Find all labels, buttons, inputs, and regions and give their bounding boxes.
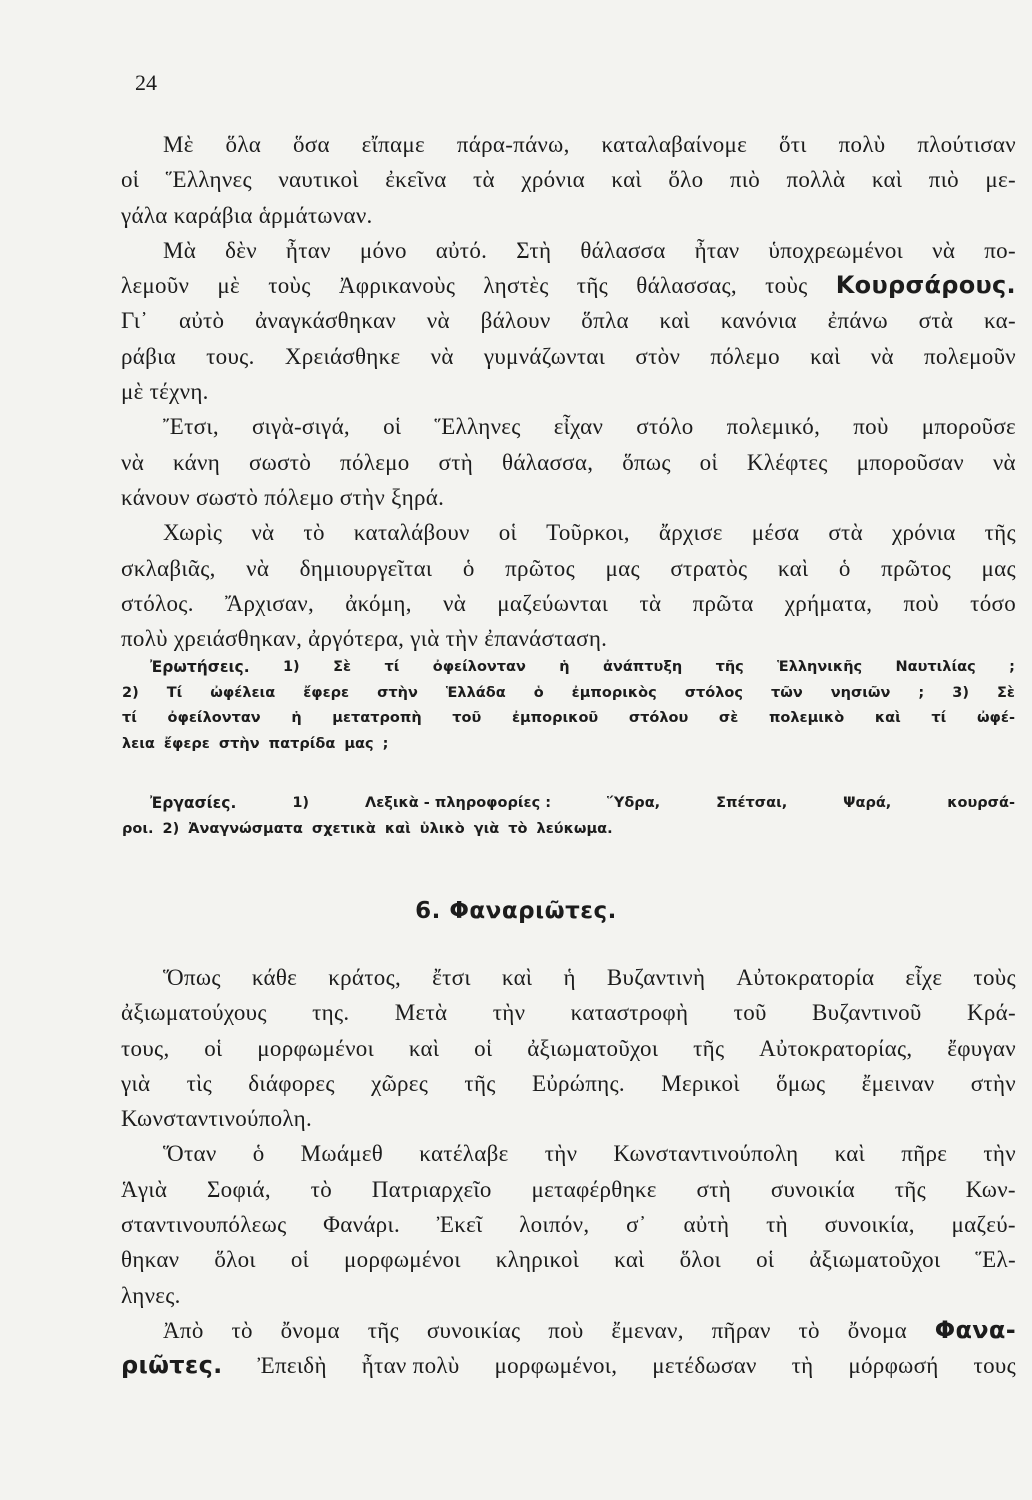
word: αὐτό.	[435, 237, 488, 263]
word: Ναυτιλίας	[895, 659, 976, 675]
word: οἱ	[204, 1035, 223, 1061]
word: χῶρες	[371, 1070, 429, 1096]
word: χρήματα,	[784, 590, 873, 616]
word: καὶ	[659, 308, 691, 334]
word: οἱ	[474, 1035, 493, 1061]
word: σ᾽	[626, 1212, 647, 1238]
word: τῆς	[715, 659, 744, 675]
word: ὁ	[252, 1141, 265, 1167]
word: Ἁγιὰ	[121, 1176, 168, 1202]
text-line	[121, 127, 1016, 162]
word: μεταφέρθηκε	[531, 1176, 657, 1202]
word: σιγὰ-σιγά,	[251, 414, 350, 440]
word: τῆς	[367, 1317, 400, 1343]
word: ὅλο	[668, 167, 704, 193]
text-line	[122, 732, 1015, 758]
word: Ὅταν	[163, 1141, 217, 1167]
word: θηκαν	[121, 1247, 180, 1273]
word: πολεμοῦν	[924, 343, 1016, 369]
word: ἡ	[291, 710, 302, 726]
word: Σὲ	[333, 659, 352, 675]
word: πῆραν	[711, 1317, 771, 1343]
word: Ἕλληνες	[434, 414, 521, 440]
text-line	[121, 1348, 1016, 1383]
section-heading: 6. Φαναριῶτες.	[415, 898, 617, 924]
word: ὅπλα	[581, 308, 629, 334]
word: ἔφυγαν	[947, 1035, 1016, 1061]
word: ἄρχισε	[658, 520, 723, 546]
word: ἔμεναν,	[611, 1317, 684, 1343]
word: Μωάμεθ	[300, 1141, 384, 1167]
word: Κρά-	[966, 1000, 1016, 1026]
word: Τοῦρκοι,	[546, 520, 630, 546]
word: νὰ	[121, 449, 145, 475]
word: οἱ	[290, 1247, 310, 1273]
text-line	[121, 551, 1016, 586]
word: καὶ	[611, 167, 642, 193]
word: τους	[973, 1353, 1016, 1379]
word: θάλασσα	[580, 237, 666, 263]
word: καταλαβαίνομε	[601, 132, 748, 157]
word: καταστροφὴ	[570, 1000, 689, 1026]
word: στὴν	[377, 684, 418, 701]
word: Ἕλ-	[975, 1247, 1016, 1273]
word: ἐμπορικὸς	[571, 684, 657, 701]
word: Πατριαρχεῖο	[371, 1176, 492, 1202]
word: ἐμπορικοῦ	[511, 710, 599, 726]
word: τὴν	[492, 1000, 526, 1026]
text-line	[121, 339, 1016, 374]
word: Φανάρι.	[323, 1212, 400, 1238]
text-line	[121, 303, 1016, 338]
word: 2)	[122, 684, 139, 701]
word: τὴ	[791, 1353, 814, 1379]
section-label: Ἐρωτήσεις.	[150, 658, 250, 676]
word: ροι. 2) Ἀναγνώσματα σχετικὰ καὶ ὑλικὸ γιὰ τὸ λεύκωμα.	[122, 820, 613, 837]
word: καὶ	[834, 1141, 866, 1167]
word: Λεξικὰ - πληροφορίες :	[364, 795, 552, 811]
word: ληστὲς	[483, 273, 549, 299]
word: Κωνσταντινούπολη	[613, 1141, 799, 1167]
word: μαζεύωνται	[497, 590, 609, 616]
word: σὲ	[718, 710, 739, 726]
word: τοὺς	[268, 273, 311, 299]
tasks-block	[122, 791, 1015, 842]
word: λεμοῦν	[121, 273, 190, 299]
word: καὶ	[501, 965, 533, 990]
word: νὰ	[932, 237, 956, 263]
word: νὰ	[992, 449, 1016, 475]
word: ἔμειναν	[861, 1070, 935, 1096]
word: Αὐτοκρατορίας,	[759, 1035, 913, 1061]
word: ὀφείλονταν	[432, 659, 526, 675]
word: καὶ	[871, 167, 903, 193]
word: λοιπόν,	[519, 1212, 590, 1238]
word: ἀκόμη,	[345, 590, 412, 616]
word: 1)	[292, 795, 310, 811]
word: ποὺ	[853, 414, 889, 440]
word: πιὸ	[928, 167, 959, 193]
word: ἀνάπτυξη	[603, 659, 683, 675]
word: τῆς	[984, 520, 1016, 546]
word: στόλος.	[121, 590, 194, 616]
word: τὰ	[473, 167, 495, 193]
word: Χρειάσθηκε	[284, 343, 401, 369]
paragraphs-block-1	[121, 127, 1016, 656]
word: μόρφωσή	[848, 1353, 939, 1379]
word: γάλα καράβια ἁρμάτωναν.	[121, 202, 373, 228]
word: Εὐρώπης.	[531, 1070, 625, 1096]
word: καὶ	[408, 1035, 440, 1061]
word: τῆς	[576, 273, 609, 299]
word: νὰ	[426, 308, 450, 334]
text-line	[121, 1031, 1016, 1066]
word: κληρικοὶ	[495, 1247, 580, 1273]
word: ὅλοι	[679, 1247, 722, 1273]
word: στόλου	[628, 710, 689, 726]
word: ὅλα	[225, 132, 262, 157]
word: οἱ	[699, 449, 718, 475]
word: μποροῦσαν	[856, 449, 964, 475]
word: οἱ	[756, 1247, 775, 1273]
word: στὴ	[696, 1176, 732, 1202]
word: τῶν	[771, 684, 803, 701]
word: πιὸ	[729, 167, 761, 193]
word: ὠφέ-	[976, 710, 1015, 726]
word: γυμνάζωνται	[483, 343, 606, 369]
word: της.	[312, 1000, 350, 1026]
word: τὶς	[186, 1070, 213, 1096]
word: θάλασσα,	[502, 449, 594, 475]
word: μαζεύ-	[951, 1212, 1016, 1238]
text-line	[121, 995, 1016, 1030]
word: ὁ	[533, 684, 544, 701]
text-line	[121, 1242, 1016, 1277]
text-line	[121, 1278, 1016, 1313]
word: τὸ	[231, 1317, 253, 1343]
word: ἔτσι	[432, 965, 471, 990]
word: κατέλαβε	[419, 1141, 509, 1167]
word: τῆς	[464, 1070, 496, 1096]
word: Βυζαντινὴ	[606, 965, 706, 990]
word: χρόνια	[521, 167, 585, 193]
word: μας	[605, 555, 640, 581]
word: τὴν	[983, 1141, 1016, 1167]
word: Ἑλληνικῆς	[777, 659, 863, 675]
word: 1)	[282, 659, 300, 675]
word: ἦταν	[285, 237, 331, 263]
text-line	[121, 1066, 1016, 1101]
word: πολλὰ	[786, 167, 846, 193]
word: οἱ	[121, 167, 140, 193]
word: μορφωμένοι	[257, 1035, 375, 1061]
word: κράτος,	[328, 965, 402, 990]
word: ἀναγκάσθηκαν	[255, 308, 397, 334]
word: Ἀφρικανοὺς	[338, 273, 456, 299]
word: Μὰ	[163, 237, 197, 263]
word: κάθε	[251, 965, 298, 990]
word: ὅπως	[622, 449, 671, 475]
word: πρῶτος	[881, 555, 952, 581]
word: τί	[931, 710, 947, 726]
word: αὐτὴ	[683, 1212, 730, 1238]
word: ἡ	[559, 659, 570, 675]
text-line	[121, 409, 1016, 444]
word: ;	[918, 684, 925, 701]
word: στρατὸς	[670, 555, 748, 581]
word: ὁ	[838, 555, 851, 581]
questions-block	[122, 655, 1015, 757]
word: τῆς	[693, 1035, 725, 1061]
text-line	[121, 1136, 1016, 1171]
word: νὰ	[430, 343, 454, 369]
section-label: Ἐργασίες.	[150, 794, 237, 812]
word: ἀξιωματοῦχοι	[809, 1247, 941, 1273]
word: ὅσα	[292, 132, 330, 157]
emphasized-term: Κουρσάρους.	[835, 271, 1016, 300]
word: οἱ	[383, 414, 402, 440]
text-line	[121, 268, 1016, 303]
word: θάλασσας,	[636, 273, 737, 299]
word: Σπέτσαι,	[716, 795, 788, 811]
text-line	[121, 960, 1016, 995]
word: μποροῦσε	[921, 414, 1016, 440]
word: σκλαβιᾶς,	[121, 555, 216, 581]
word: Γι᾽	[121, 308, 149, 334]
word: πρῶτα	[692, 590, 754, 616]
text-line	[122, 655, 1015, 681]
word: τοὺς	[973, 965, 1016, 990]
word: καὶ	[777, 555, 809, 581]
word: μας	[981, 555, 1016, 581]
word: Ἔτσι,	[163, 414, 219, 440]
word: καταλάβουν	[353, 520, 470, 546]
text-line	[121, 198, 1016, 233]
word: ἀξιωματούχους	[121, 1000, 267, 1026]
word: Ψαρά,	[843, 795, 892, 811]
word: δὲν	[225, 237, 257, 263]
word: πόλεμο	[710, 343, 780, 369]
word: Αὐτοκρατορία	[736, 965, 875, 990]
word: τὸ	[798, 1317, 820, 1343]
text-line	[121, 1207, 1016, 1242]
word: καὶ	[614, 1247, 645, 1273]
word: στὸν	[635, 343, 681, 369]
word: εἴπαμε	[361, 132, 425, 157]
word: στόλο	[636, 414, 694, 440]
word: Κλέφτες	[746, 449, 828, 475]
word: πάρα-πάνω,	[456, 132, 570, 157]
word: Ἀπὸ	[163, 1317, 204, 1343]
word: καὶ	[874, 710, 901, 726]
word: Ἑλλάδα	[445, 684, 506, 701]
word: μορφωμένοι	[344, 1247, 461, 1273]
word: λεια ἔφερε στὴν πατρίδα μας ;	[122, 735, 389, 752]
word: Τί	[166, 684, 183, 701]
word: τους.	[206, 343, 255, 369]
text-line	[122, 791, 1015, 817]
text-line	[121, 621, 1016, 656]
word: τοῦ	[452, 710, 482, 726]
word: Κωνσταντινούπολη.	[121, 1106, 313, 1132]
word: Σὲ	[996, 684, 1015, 701]
word: Βυζαντινοῦ	[812, 1000, 922, 1026]
word: τόσο	[970, 590, 1016, 616]
word: στόλος	[684, 684, 743, 701]
word: Χωρὶς	[163, 520, 223, 546]
word: ἐπάνω	[827, 308, 888, 334]
word: Κων-	[965, 1176, 1016, 1202]
word: Ἄρχισαν,	[224, 590, 315, 616]
word: τὸ	[310, 1176, 333, 1202]
word: οἱ	[498, 520, 518, 546]
word: νὰ	[246, 555, 270, 581]
text-line	[121, 1101, 1016, 1136]
word: Ἐπειδὴ	[257, 1353, 327, 1379]
word: αὐτὸ	[178, 308, 225, 334]
word: καὶ	[810, 343, 841, 369]
word: σταντινουπόλεως	[121, 1212, 287, 1238]
word: μορφωμένοι,	[494, 1353, 618, 1379]
word: 3)	[952, 684, 969, 701]
page-number: 24	[135, 70, 157, 95]
text-line	[122, 706, 1015, 732]
word: ὠφέλεια	[210, 684, 276, 701]
word: συνοικίας	[426, 1317, 521, 1343]
word: μετέδωσαν	[652, 1353, 757, 1379]
emphasized-term: Φανα-	[934, 1315, 1016, 1344]
word: βάλουν	[480, 308, 551, 334]
text-line	[122, 681, 1015, 707]
paragraphs-block-2	[121, 960, 1016, 1384]
word: τῆς	[894, 1176, 926, 1202]
word: ἦταν πολὺ	[361, 1353, 460, 1379]
text-line	[121, 162, 1016, 197]
word: γιὰ	[121, 1070, 151, 1096]
word: πλούτισαν	[917, 132, 1016, 157]
word: εἶχαν	[553, 414, 604, 440]
word: νησιῶν	[830, 684, 891, 701]
word: τους,	[121, 1035, 170, 1061]
word: τί	[122, 710, 137, 726]
word: μὲ τέχνη.	[121, 379, 209, 405]
word: τὴ	[766, 1212, 788, 1238]
word: χρόνια	[891, 520, 956, 546]
word: διάφορες	[248, 1070, 335, 1096]
word: στὴν	[970, 1070, 1016, 1096]
word: πολεμικὸ	[768, 710, 845, 726]
word: πόλεμο	[340, 449, 410, 475]
text-line	[121, 445, 1016, 480]
word: νὰ	[251, 520, 275, 546]
word: νὰ	[443, 590, 467, 616]
word: στὴ	[438, 449, 474, 475]
word: πρῶτος	[505, 555, 576, 581]
word: Στὴ	[516, 237, 552, 263]
word: εἶχε	[905, 965, 943, 990]
word: ὄνομα	[847, 1317, 907, 1343]
word: Μὲ	[163, 132, 194, 157]
word: ποὺ	[548, 1317, 584, 1343]
word: μέσα	[751, 520, 800, 546]
word: σωστὸ	[248, 449, 312, 475]
word: πολὺ	[838, 132, 886, 157]
word: μετατροπὴ	[332, 710, 422, 726]
word: Ὕδρα,	[606, 795, 661, 811]
word: τὴν	[544, 1141, 578, 1167]
text-line	[121, 1172, 1016, 1207]
word: ὅτι	[778, 132, 807, 157]
word: ὁ	[462, 555, 475, 581]
word: ἔφερε	[303, 684, 350, 701]
word: συνοικία	[770, 1176, 855, 1202]
word: κουρσά-	[947, 795, 1015, 811]
word: ὀφείλονταν	[167, 710, 261, 726]
word: στὰ	[918, 308, 954, 334]
word: Μερικοὶ	[661, 1070, 740, 1096]
word: πολὺ χρειάσθηκαν, ἀργότερα, γιὰ τὴν ἐπανάσταση.	[121, 626, 608, 652]
word: πῆρε	[901, 1141, 948, 1167]
word: νὰ	[870, 343, 894, 369]
word: πολεμικό,	[726, 414, 821, 440]
word: ἀξιωματοῦχοι	[527, 1035, 659, 1061]
text-line	[121, 480, 1016, 515]
word: Σοφιά,	[206, 1176, 271, 1202]
word: μόνο	[359, 237, 407, 263]
word: με-	[985, 167, 1016, 193]
word: μὲ	[217, 273, 241, 299]
word: τοὺς	[765, 273, 808, 299]
word: ἐκεῖνα	[385, 167, 447, 193]
text-line	[122, 817, 1015, 843]
word: Ὅπως	[163, 965, 221, 990]
word: κα-	[983, 308, 1016, 334]
word: Μετὰ	[394, 1000, 448, 1026]
word: κανόνια	[720, 308, 797, 334]
word: ἦταν	[694, 237, 740, 263]
word: τοῦ	[733, 1000, 767, 1026]
word: τὸ	[303, 520, 325, 546]
text-line	[121, 515, 1016, 550]
word: ὑποχρεωμένοι	[768, 237, 904, 263]
word: ναυτικοὶ	[278, 167, 359, 193]
word: συνοικία,	[824, 1212, 915, 1238]
text-line	[121, 233, 1016, 268]
word: ὅλοι	[214, 1247, 256, 1273]
word: ράβια	[121, 343, 176, 369]
word: ἡ	[563, 965, 576, 990]
word: ;	[1009, 659, 1015, 675]
word: στὰ	[828, 520, 863, 546]
word: ληνες.	[121, 1282, 181, 1308]
word: τὰ	[639, 590, 662, 616]
word: κάνη	[172, 449, 221, 475]
emphasized-term: ριῶτες.	[121, 1351, 223, 1380]
text-line	[121, 1313, 1016, 1348]
word: Ἕλληνες	[165, 167, 252, 193]
word: κάνουν σωστὸ πόλεμο στὴν ξηρά.	[121, 484, 445, 510]
word: ὅμως	[776, 1070, 826, 1096]
text-line	[121, 374, 1016, 409]
word: ὄνομα	[280, 1317, 340, 1343]
word: δημιουργεῖται	[299, 555, 433, 581]
word: Ἐκεῖ	[436, 1212, 483, 1238]
text-line	[121, 586, 1016, 621]
word: ποὺ	[903, 590, 939, 616]
word: τί	[384, 659, 400, 675]
word: πο-	[984, 237, 1016, 263]
